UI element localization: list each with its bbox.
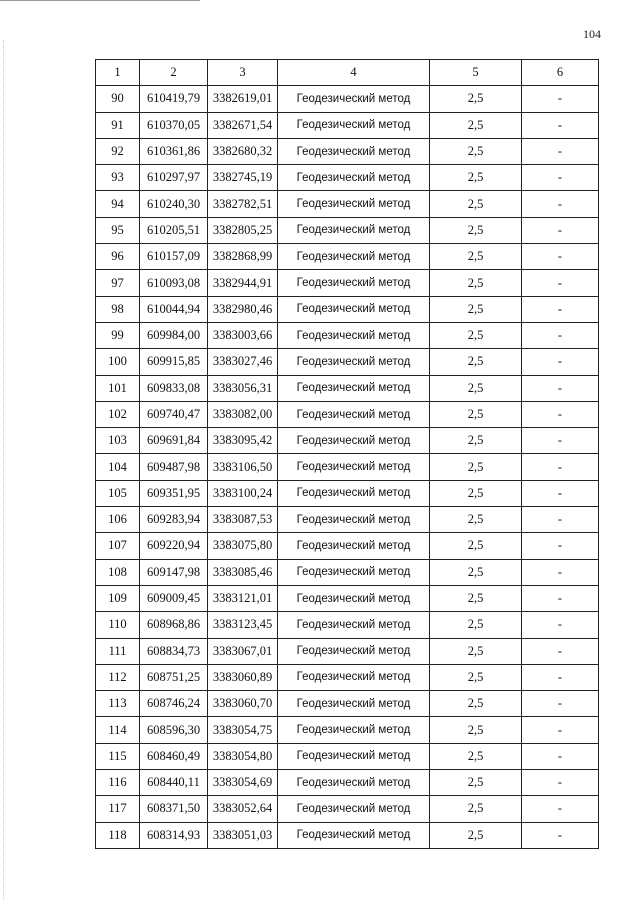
point-number-cell: 95: [96, 217, 140, 243]
x-coordinate-cell: 608751,25: [140, 664, 208, 690]
point-number-cell: 104: [96, 454, 140, 480]
y-coordinate-cell: 3383100,24: [208, 480, 278, 506]
table-row: [96, 244, 599, 270]
accuracy-cell: 2,5: [430, 428, 522, 454]
y-coordinate-cell: 3383003,66: [208, 322, 278, 348]
table-body: [96, 86, 599, 849]
method-cell: Геодезический метод: [278, 717, 430, 743]
accuracy-cell: 2,5: [430, 507, 522, 533]
accuracy-cell: 2,5: [430, 375, 522, 401]
note-cell: -: [522, 217, 599, 243]
y-coordinate-cell: 3382680,32: [208, 138, 278, 164]
header-cell-4: 4: [278, 60, 430, 86]
accuracy-cell: 2,5: [430, 585, 522, 611]
table-row: [96, 454, 599, 480]
header-cell-1: 1: [96, 60, 140, 86]
y-coordinate-cell: 3382868,99: [208, 244, 278, 270]
x-coordinate-cell: 608314,93: [140, 822, 208, 848]
accuracy-cell: 2,5: [430, 217, 522, 243]
table-row: [96, 743, 599, 769]
x-coordinate-cell: 609833,08: [140, 375, 208, 401]
method-cell: Геодезический метод: [278, 612, 430, 638]
x-coordinate-cell: 608968,86: [140, 612, 208, 638]
table-row: [96, 533, 599, 559]
accuracy-cell: 2,5: [430, 480, 522, 506]
accuracy-cell: 2,5: [430, 717, 522, 743]
y-coordinate-cell: 3382980,46: [208, 296, 278, 322]
method-cell: Геодезический метод: [278, 86, 430, 112]
point-number-cell: 118: [96, 822, 140, 848]
method-cell: Геодезический метод: [278, 743, 430, 769]
table-row: [96, 822, 599, 848]
y-coordinate-cell: 3383095,42: [208, 428, 278, 454]
note-cell: -: [522, 533, 599, 559]
point-number-cell: 115: [96, 743, 140, 769]
point-number-cell: 97: [96, 270, 140, 296]
note-cell: -: [522, 480, 599, 506]
table-row: [96, 559, 599, 585]
accuracy-cell: 2,5: [430, 770, 522, 796]
table-row: [96, 349, 599, 375]
y-coordinate-cell: 3382944,91: [208, 270, 278, 296]
method-cell: Геодезический метод: [278, 165, 430, 191]
y-coordinate-cell: 3382805,25: [208, 217, 278, 243]
point-number-cell: 102: [96, 401, 140, 427]
x-coordinate-cell: 610419,79: [140, 86, 208, 112]
method-cell: Геодезический метод: [278, 349, 430, 375]
method-cell: Геодезический метод: [278, 322, 430, 348]
point-number-cell: 111: [96, 638, 140, 664]
point-number-cell: 114: [96, 717, 140, 743]
accuracy-cell: 2,5: [430, 822, 522, 848]
point-number-cell: 94: [96, 191, 140, 217]
x-coordinate-cell: 609283,94: [140, 507, 208, 533]
y-coordinate-cell: 3383051,03: [208, 822, 278, 848]
x-coordinate-cell: 609147,98: [140, 559, 208, 585]
note-cell: -: [522, 559, 599, 585]
accuracy-cell: 2,5: [430, 296, 522, 322]
accuracy-cell: 2,5: [430, 612, 522, 638]
x-coordinate-cell: 609351,95: [140, 480, 208, 506]
x-coordinate-cell: 610361,86: [140, 138, 208, 164]
table-row: [96, 112, 599, 138]
table-row: [96, 401, 599, 427]
accuracy-cell: 2,5: [430, 454, 522, 480]
table-row: [96, 480, 599, 506]
y-coordinate-cell: 3383075,80: [208, 533, 278, 559]
method-cell: Геодезический метод: [278, 244, 430, 270]
x-coordinate-cell: 609009,45: [140, 585, 208, 611]
method-cell: Геодезический метод: [278, 664, 430, 690]
table-row: [96, 428, 599, 454]
note-cell: -: [522, 428, 599, 454]
note-cell: -: [522, 796, 599, 822]
method-cell: Геодезический метод: [278, 507, 430, 533]
x-coordinate-cell: 609220,94: [140, 533, 208, 559]
method-cell: Геодезический метод: [278, 585, 430, 611]
table-row: [96, 717, 599, 743]
method-cell: Геодезический метод: [278, 770, 430, 796]
table-row: [96, 612, 599, 638]
accuracy-cell: 2,5: [430, 270, 522, 296]
accuracy-cell: 2,5: [430, 743, 522, 769]
method-cell: Геодезический метод: [278, 454, 430, 480]
note-cell: -: [522, 691, 599, 717]
point-number-cell: 106: [96, 507, 140, 533]
y-coordinate-cell: 3383121,01: [208, 585, 278, 611]
note-cell: -: [522, 138, 599, 164]
table-row: [96, 296, 599, 322]
method-cell: Геодезический метод: [278, 428, 430, 454]
note-cell: -: [522, 717, 599, 743]
note-cell: -: [522, 296, 599, 322]
note-cell: -: [522, 638, 599, 664]
note-cell: -: [522, 507, 599, 533]
accuracy-cell: 2,5: [430, 664, 522, 690]
note-cell: -: [522, 822, 599, 848]
point-number-cell: 110: [96, 612, 140, 638]
method-cell: Геодезический метод: [278, 638, 430, 664]
x-coordinate-cell: 608440,11: [140, 770, 208, 796]
y-coordinate-cell: 3383082,00: [208, 401, 278, 427]
x-coordinate-cell: 608596,30: [140, 717, 208, 743]
accuracy-cell: 2,5: [430, 349, 522, 375]
note-cell: -: [522, 743, 599, 769]
method-cell: Геодезический метод: [278, 191, 430, 217]
table-row: [96, 375, 599, 401]
x-coordinate-cell: 610205,51: [140, 217, 208, 243]
accuracy-cell: 2,5: [430, 401, 522, 427]
note-cell: -: [522, 165, 599, 191]
note-cell: -: [522, 112, 599, 138]
method-cell: Геодезический метод: [278, 112, 430, 138]
point-number-cell: 91: [96, 112, 140, 138]
y-coordinate-cell: 3382782,51: [208, 191, 278, 217]
point-number-cell: 113: [96, 691, 140, 717]
table-row: [96, 86, 599, 112]
y-coordinate-cell: 3382671,54: [208, 112, 278, 138]
method-cell: Геодезический метод: [278, 296, 430, 322]
method-cell: Геодезический метод: [278, 270, 430, 296]
accuracy-cell: 2,5: [430, 191, 522, 217]
x-coordinate-cell: 608834,73: [140, 638, 208, 664]
table-row: [96, 138, 599, 164]
accuracy-cell: 2,5: [430, 533, 522, 559]
accuracy-cell: 2,5: [430, 796, 522, 822]
x-coordinate-cell: 610157,09: [140, 244, 208, 270]
method-cell: Геодезический метод: [278, 375, 430, 401]
x-coordinate-cell: 610044,94: [140, 296, 208, 322]
point-number-cell: 117: [96, 796, 140, 822]
note-cell: -: [522, 270, 599, 296]
point-number-cell: 112: [96, 664, 140, 690]
note-cell: -: [522, 612, 599, 638]
table-row: [96, 191, 599, 217]
accuracy-cell: 2,5: [430, 138, 522, 164]
note-cell: -: [522, 454, 599, 480]
method-cell: Геодезический метод: [278, 691, 430, 717]
y-coordinate-cell: 3382745,19: [208, 165, 278, 191]
table-row: [96, 796, 599, 822]
method-cell: Геодезический метод: [278, 559, 430, 585]
table-row: [96, 322, 599, 348]
table-row: [96, 770, 599, 796]
table-row: [96, 217, 599, 243]
accuracy-cell: 2,5: [430, 86, 522, 112]
table-row: [96, 691, 599, 717]
point-number-cell: 98: [96, 296, 140, 322]
note-cell: -: [522, 401, 599, 427]
x-coordinate-cell: 608460,49: [140, 743, 208, 769]
note-cell: -: [522, 244, 599, 270]
method-cell: Геодезический метод: [278, 822, 430, 848]
note-cell: -: [522, 770, 599, 796]
y-coordinate-cell: 3383060,89: [208, 664, 278, 690]
x-coordinate-cell: 608746,24: [140, 691, 208, 717]
accuracy-cell: 2,5: [430, 638, 522, 664]
point-number-cell: 101: [96, 375, 140, 401]
method-cell: Геодезический метод: [278, 401, 430, 427]
x-coordinate-cell: 609691,84: [140, 428, 208, 454]
x-coordinate-cell: 609984,00: [140, 322, 208, 348]
point-number-cell: 93: [96, 165, 140, 191]
table-row: [96, 165, 599, 191]
x-coordinate-cell: 609740,47: [140, 401, 208, 427]
point-number-cell: 99: [96, 322, 140, 348]
note-cell: -: [522, 191, 599, 217]
table-row: [96, 664, 599, 690]
accuracy-cell: 2,5: [430, 559, 522, 585]
table-header: [96, 60, 599, 86]
y-coordinate-cell: 3383060,70: [208, 691, 278, 717]
point-number-cell: 103: [96, 428, 140, 454]
header-cell-5: 5: [430, 60, 522, 86]
method-cell: Геодезический метод: [278, 533, 430, 559]
y-coordinate-cell: 3383027,46: [208, 349, 278, 375]
scan-edge-left-line: [3, 40, 4, 900]
point-number-cell: 96: [96, 244, 140, 270]
point-number-cell: 107: [96, 533, 140, 559]
y-coordinate-cell: 3383087,53: [208, 507, 278, 533]
table-row: [96, 507, 599, 533]
accuracy-cell: 2,5: [430, 691, 522, 717]
y-coordinate-cell: 3383106,50: [208, 454, 278, 480]
y-coordinate-cell: 3383085,46: [208, 559, 278, 585]
accuracy-cell: 2,5: [430, 112, 522, 138]
y-coordinate-cell: 3383056,31: [208, 375, 278, 401]
y-coordinate-cell: 3383052,64: [208, 796, 278, 822]
accuracy-cell: 2,5: [430, 322, 522, 348]
x-coordinate-cell: 608371,50: [140, 796, 208, 822]
point-number-cell: 105: [96, 480, 140, 506]
method-cell: Геодезический метод: [278, 480, 430, 506]
y-coordinate-cell: 3383067,01: [208, 638, 278, 664]
table-row: [96, 270, 599, 296]
y-coordinate-cell: 3383123,45: [208, 612, 278, 638]
accuracy-cell: 2,5: [430, 165, 522, 191]
point-number-cell: 100: [96, 349, 140, 375]
header-cell-6: 6: [522, 60, 599, 86]
table-row: [96, 585, 599, 611]
coordinates-table: [95, 59, 599, 849]
note-cell: -: [522, 322, 599, 348]
note-cell: -: [522, 664, 599, 690]
y-coordinate-cell: 3382619,01: [208, 86, 278, 112]
point-number-cell: 92: [96, 138, 140, 164]
y-coordinate-cell: 3383054,75: [208, 717, 278, 743]
note-cell: -: [522, 349, 599, 375]
x-coordinate-cell: 610370,05: [140, 112, 208, 138]
point-number-cell: 109: [96, 585, 140, 611]
header-cell-3: 3: [208, 60, 278, 86]
x-coordinate-cell: 610240,30: [140, 191, 208, 217]
x-coordinate-cell: 610297,97: [140, 165, 208, 191]
method-cell: Геодезический метод: [278, 138, 430, 164]
point-number-cell: 116: [96, 770, 140, 796]
accuracy-cell: 2,5: [430, 244, 522, 270]
note-cell: -: [522, 375, 599, 401]
page-number: 104: [583, 27, 601, 41]
method-cell: Геодезический метод: [278, 796, 430, 822]
scan-edge-top-line: [0, 0, 200, 1]
table-row: [96, 638, 599, 664]
y-coordinate-cell: 3383054,80: [208, 743, 278, 769]
method-cell: Геодезический метод: [278, 217, 430, 243]
table-header-row: [96, 60, 599, 86]
y-coordinate-cell: 3383054,69: [208, 770, 278, 796]
x-coordinate-cell: 609487,98: [140, 454, 208, 480]
note-cell: -: [522, 86, 599, 112]
point-number-cell: 108: [96, 559, 140, 585]
header-cell-2: 2: [140, 60, 208, 86]
note-cell: -: [522, 585, 599, 611]
x-coordinate-cell: 609915,85: [140, 349, 208, 375]
x-coordinate-cell: 610093,08: [140, 270, 208, 296]
point-number-cell: 90: [96, 86, 140, 112]
